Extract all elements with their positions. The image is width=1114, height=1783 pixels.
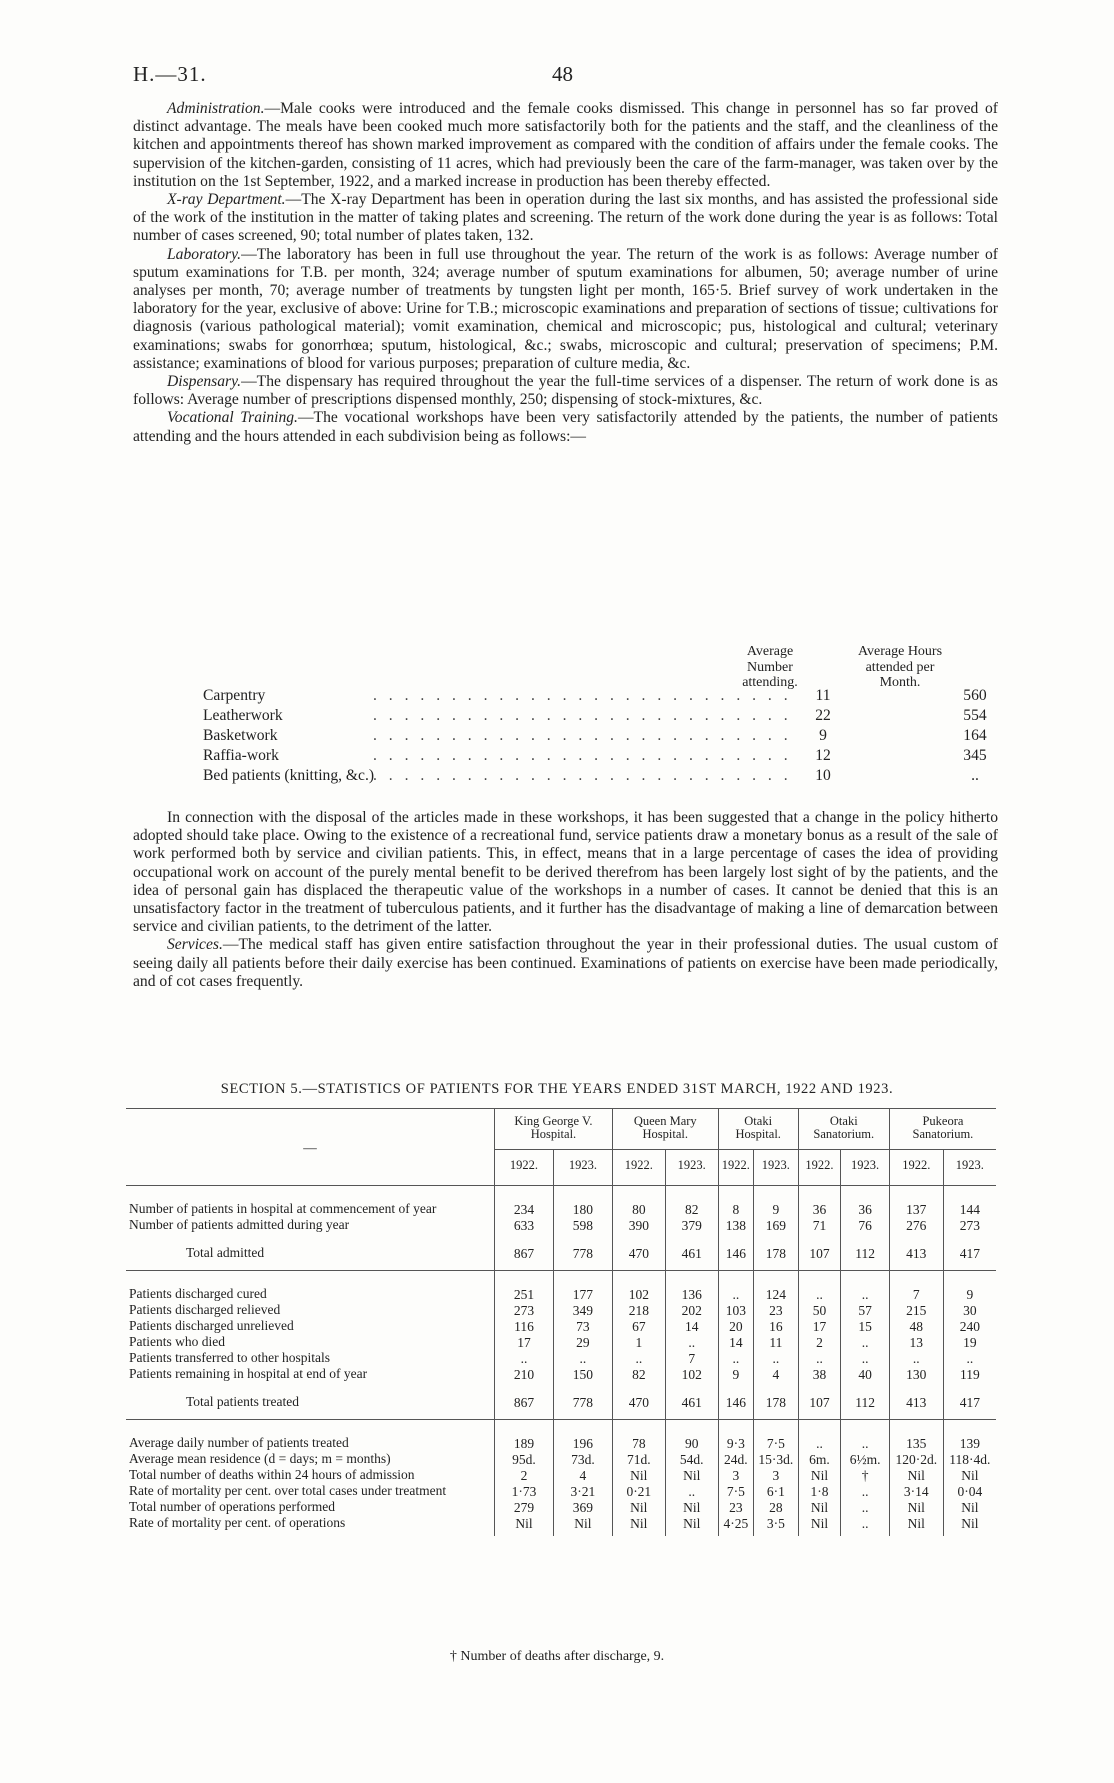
cell-value: 144	[943, 1186, 996, 1219]
voc-hours: ..	[971, 767, 979, 784]
cell-value: 6·1	[754, 1484, 799, 1500]
paragraph-heading: X-ray Department.	[167, 191, 286, 209]
voc-hours: 560	[963, 687, 987, 704]
cell-value: 3	[754, 1468, 799, 1484]
cell-value: 90	[665, 1420, 718, 1453]
voc-number: 9	[819, 727, 827, 744]
cell-value: 4·25	[718, 1516, 753, 1536]
cell-value: 3·5	[754, 1516, 799, 1536]
cell-value: 36	[841, 1186, 890, 1219]
cell-value: 369	[553, 1500, 612, 1516]
cell-value: Nil	[553, 1516, 612, 1536]
cell-value: 17	[495, 1335, 554, 1351]
paragraph	[133, 100, 998, 191]
group-header: Pukeora Sanatorium.	[889, 1109, 996, 1150]
leader-dots: . . . . . . . . . . . . . . . . . . . . . . . . . . .	[373, 747, 792, 764]
cell-value: 276	[889, 1218, 943, 1238]
year-header: 1923.	[665, 1150, 718, 1186]
stats-row	[126, 1271, 996, 1304]
stub-head: —	[303, 1139, 317, 1155]
cell-value: ..	[553, 1351, 612, 1367]
cell-value: 867	[495, 1387, 554, 1420]
voc-label: Leatherwork	[203, 707, 283, 724]
cell-value: Nil	[665, 1500, 718, 1516]
cell-value: 146	[718, 1387, 753, 1420]
voc-col-number-head: Average Number attending.	[742, 644, 798, 690]
voc-row	[203, 766, 998, 786]
paragraph-text: —The vocational workshops have been very satisfactorily attended by the patients, the number of patients attending and the hours attended in each subdivision being as follows:—	[133, 409, 999, 445]
cell-value: 136	[665, 1271, 718, 1304]
cell-value: 8	[718, 1186, 753, 1219]
cell-value: 120·2d.	[889, 1452, 943, 1468]
cell-value: ..	[841, 1420, 890, 1453]
cell-value: 118·4d.	[943, 1452, 996, 1468]
cell-value: 867	[495, 1238, 554, 1271]
stats-row	[126, 1319, 996, 1335]
group-header: King George V. Hospital.	[495, 1109, 613, 1150]
cell-value: Nil	[665, 1516, 718, 1536]
voc-number: 10	[815, 767, 831, 784]
cell-value: 417	[943, 1387, 996, 1420]
paragraph-text: —The dispensary has required throughout the year the full-time services of a dispenser. The return of work done is as follows: Average number of prescriptions dispensed monthly, 250; dispensing of stock-mixtures, &c.	[133, 373, 998, 409]
cell-value: ..	[495, 1351, 554, 1367]
cell-value: ..	[841, 1335, 890, 1351]
year-header: 1923.	[841, 1150, 890, 1186]
row-label: Patients who died	[129, 1334, 225, 1349]
paragraph	[133, 809, 998, 936]
cell-value: 38	[798, 1367, 841, 1387]
cell-value: 107	[798, 1238, 841, 1271]
cell-value: 24d.	[718, 1452, 753, 1468]
voc-col-hours-head: Average Hours attended per Month.	[857, 644, 943, 690]
cell-value: 124	[754, 1271, 799, 1304]
paragraph-heading: Vocational Training.	[167, 409, 298, 427]
row-label: Total admitted	[186, 1245, 265, 1260]
cell-value: Nil	[889, 1516, 943, 1536]
cell-value: 20	[718, 1319, 753, 1335]
cell-value: 210	[495, 1367, 554, 1387]
cell-value: Nil	[943, 1500, 996, 1516]
voc-hours: 554	[963, 707, 987, 724]
cell-value: ..	[665, 1335, 718, 1351]
cell-value: 23	[754, 1303, 799, 1319]
cell-value: 71	[798, 1218, 841, 1238]
cell-value: Nil	[495, 1516, 554, 1536]
cell-value: 9	[943, 1271, 996, 1304]
cell-value: 1·8	[798, 1484, 841, 1500]
cell-value: ..	[841, 1351, 890, 1367]
row-label: Rate of mortality per cent. over total cases under treatment	[129, 1483, 447, 1498]
voc-number: 11	[815, 687, 831, 704]
cell-value: 413	[889, 1238, 943, 1271]
cell-value: 3·21	[553, 1484, 612, 1500]
cell-value: 71d.	[612, 1452, 665, 1468]
voc-number: 12	[815, 747, 831, 764]
voc-row	[203, 746, 998, 766]
cell-value: 0·21	[612, 1484, 665, 1500]
cell-value: 9	[754, 1186, 799, 1219]
cell-value: 19	[943, 1335, 996, 1351]
cell-value: 82	[612, 1367, 665, 1387]
cell-value: Nil	[889, 1500, 943, 1516]
voc-row	[203, 706, 998, 726]
paragraph	[133, 373, 998, 409]
voc-hours: 345	[963, 747, 987, 764]
cell-value: Nil	[612, 1468, 665, 1484]
cell-value: 7·5	[754, 1420, 799, 1453]
cell-value: 54d.	[665, 1452, 718, 1468]
cell-value: 215	[889, 1303, 943, 1319]
paragraph-text: —The medical staff has given entire satisfaction throughout the year in their professional duties. The usual custom of seeing daily all patients before their daily exercise has been continued. Examinations of patients on exercise have been made periodically, and of cot cases frequently.	[133, 936, 998, 990]
cell-value: Nil	[798, 1468, 841, 1484]
cell-value: 146	[718, 1238, 753, 1271]
cell-value: 130	[889, 1367, 943, 1387]
cell-value: 50	[798, 1303, 841, 1319]
cell-value: 3·14	[889, 1484, 943, 1500]
cell-value: 1·73	[495, 1484, 554, 1500]
paragraph-heading: Services.	[167, 936, 223, 954]
cell-value: 137	[889, 1186, 943, 1219]
cell-value: ..	[889, 1351, 943, 1367]
voc-label: Bed patients (knitting, &c.)	[203, 767, 375, 784]
cell-value: ..	[841, 1500, 890, 1516]
cell-value: 251	[495, 1271, 554, 1304]
cell-value: 178	[754, 1238, 799, 1271]
cell-value: 177	[553, 1271, 612, 1304]
cell-value: 169	[754, 1218, 799, 1238]
cell-value: 48	[889, 1319, 943, 1335]
cell-value: Nil	[889, 1468, 943, 1484]
paragraph	[133, 246, 998, 373]
paragraph-text: —The X-ray Department has been in operation during the last six months, and has assisted the professional side of the work of the institution in the matter of taking plates and screening. The return of the work done during the year is as follows: Total number of cases screened, 90; total number of plates taken, 132.	[133, 191, 998, 245]
paragraph-heading: Dispensary.	[167, 373, 242, 391]
row-label: Rate of mortality per cent. of operations	[129, 1515, 346, 1530]
cell-value: 82	[665, 1186, 718, 1219]
leader-dots: . . . . . . . . . . . . . . . . . . . . . . . . . . .	[373, 687, 792, 704]
cell-value: 196	[553, 1420, 612, 1453]
row-label: Total patients treated	[186, 1394, 300, 1409]
cell-value: Nil	[798, 1516, 841, 1536]
cell-value: 95d.	[495, 1452, 554, 1468]
group-header: Queen Mary Hospital.	[612, 1109, 718, 1150]
cell-value: 279	[495, 1500, 554, 1516]
cell-value: 135	[889, 1420, 943, 1453]
cell-value: 461	[665, 1238, 718, 1271]
stats-row	[126, 1387, 996, 1420]
cell-value: Nil	[612, 1500, 665, 1516]
paragraph	[133, 936, 998, 991]
cell-value: 7	[889, 1271, 943, 1304]
stats-row	[126, 1303, 996, 1319]
cell-value: 6m.	[798, 1452, 841, 1468]
cell-value: 150	[553, 1367, 612, 1387]
stats-row	[126, 1500, 996, 1516]
cell-value: 138	[718, 1218, 753, 1238]
cell-value: 6½m.	[841, 1452, 890, 1468]
voc-row	[203, 686, 998, 706]
year-header: 1922.	[612, 1150, 665, 1186]
cell-value: 349	[553, 1303, 612, 1319]
cell-value: 2	[798, 1335, 841, 1351]
cell-value: 36	[798, 1186, 841, 1219]
voc-label: Carpentry	[203, 687, 266, 704]
paragraph-heading: Laboratory.	[167, 245, 242, 263]
cell-value: 202	[665, 1303, 718, 1319]
cell-value: ..	[718, 1271, 753, 1304]
group-header: Otaki Hospital.	[718, 1109, 798, 1150]
cell-value: 0·04	[943, 1484, 996, 1500]
footnote: † Number of deaths after discharge, 9.	[449, 1649, 665, 1664]
cell-value: Nil	[612, 1516, 665, 1536]
cell-value: 180	[553, 1186, 612, 1219]
year-header: 1922.	[798, 1150, 841, 1186]
cell-value: 102	[665, 1367, 718, 1387]
cell-value: 30	[943, 1303, 996, 1319]
cell-value: 119	[943, 1367, 996, 1387]
cell-value: 2	[495, 1468, 554, 1484]
cell-value: 778	[553, 1387, 612, 1420]
leader-dots: . . . . . . . . . . . . . . . . . . . . . . . . . . .	[373, 767, 792, 784]
cell-value: 417	[943, 1238, 996, 1271]
stats-row	[126, 1351, 996, 1367]
year-header: 1923.	[943, 1150, 996, 1186]
cell-value: 13	[889, 1335, 943, 1351]
cell-value: 9·3	[718, 1420, 753, 1453]
cell-value: Nil	[943, 1468, 996, 1484]
cell-value: 103	[718, 1303, 753, 1319]
page-number: 48	[552, 62, 573, 86]
cell-value: 14	[718, 1335, 753, 1351]
cell-value: 1	[612, 1335, 665, 1351]
cell-value: 116	[495, 1319, 554, 1335]
row-label: Patients discharged relieved	[129, 1302, 281, 1317]
row-label: Average daily number of patients treated	[129, 1435, 349, 1450]
cell-value: 76	[841, 1218, 890, 1238]
cell-value: 240	[943, 1319, 996, 1335]
cell-value: 67	[612, 1319, 665, 1335]
row-label: Total number of operations performed	[129, 1499, 335, 1514]
cell-value: ..	[798, 1420, 841, 1453]
cell-value: 80	[612, 1186, 665, 1219]
voc-hours: 164	[963, 727, 987, 744]
row-label: Average mean residence (d = days; m = months)	[129, 1451, 391, 1466]
cell-value: 15	[841, 1319, 890, 1335]
cell-value: 189	[495, 1420, 554, 1453]
group-header: Otaki Sanatorium.	[798, 1109, 889, 1150]
cell-value: ..	[841, 1271, 890, 1304]
cell-value: Nil	[798, 1500, 841, 1516]
row-label: Patients remaining in hospital at end of year	[129, 1366, 368, 1381]
section-title: SECTION 5.—STATISTICS OF PATIENTS FOR THE YEARS ENDED 31ST MARCH, 1922 AND 1923.	[220, 1081, 894, 1097]
cell-value: 273	[943, 1218, 996, 1238]
year-header: 1922.	[495, 1150, 554, 1186]
cell-value: 7	[665, 1351, 718, 1367]
row-label: Patients discharged cured	[129, 1286, 267, 1301]
cell-value: 273	[495, 1303, 554, 1319]
cell-value: 112	[841, 1387, 890, 1420]
voc-row	[203, 726, 998, 746]
cell-value: Nil	[943, 1516, 996, 1536]
cell-value: 470	[612, 1387, 665, 1420]
stats-row	[126, 1516, 996, 1536]
cell-value: 14	[665, 1319, 718, 1335]
paragraph	[133, 409, 998, 445]
stats-row	[126, 1484, 996, 1500]
cell-value: 218	[612, 1303, 665, 1319]
cell-value: 778	[553, 1238, 612, 1271]
stats-row	[126, 1452, 996, 1468]
cell-value: 461	[665, 1387, 718, 1420]
cell-value: 390	[612, 1218, 665, 1238]
cell-value: 470	[612, 1238, 665, 1271]
cell-value: ..	[798, 1351, 841, 1367]
paragraph	[133, 191, 998, 246]
row-label: Number of patients in hospital at commencement of year	[129, 1201, 437, 1216]
row-label: Total number of deaths within 24 hours of admission	[129, 1467, 415, 1482]
paragraph-text: —The laboratory has been in full use throughout the year. The return of the work is as follows: Average number of sputum examinations for T.B. per month, 324; average number of sputum examinations for albumen, 50; average number of urine analyses per month, 70; average number of treatments by tungsten light per month, 165·5. Brief survey of work undertaken in the laboratory for the year, exclusive of above: Urine for T.B.; microscopic examinations and preparation of sections of tissue; cultivations for diagnosis (various pathological material); vomit examination, chemical and microscopic; pus, histological and cultural; veterinary examinations; swabs for gonorrhœa; sputum, histological, &c.; swabs, microscopic and cultural; preservation of specimens; P.M. assistance; examinations of blood for various purposes; preparation of culture media, &c.	[133, 245, 998, 372]
paragraph-heading: Administration.	[167, 100, 265, 117]
stats-row	[126, 1238, 996, 1271]
cell-value: 23	[718, 1500, 753, 1516]
row-label: Patients transferred to other hospitals	[129, 1350, 330, 1365]
cell-value: ..	[754, 1351, 799, 1367]
cell-value: ..	[665, 1484, 718, 1500]
cell-value: 28	[754, 1500, 799, 1516]
stats-row	[126, 1186, 996, 1219]
cell-value: 9	[718, 1367, 753, 1387]
cell-value: 112	[841, 1238, 890, 1271]
cell-value: 4	[553, 1468, 612, 1484]
cell-value: 7·5	[718, 1484, 753, 1500]
cell-value: ..	[612, 1351, 665, 1367]
paragraph-text: In connection with the disposal of the articles made in these workshops, it has been suggested that a change in the policy hitherto adopted should take place. Owing to the existence of a recreational fund, service patients draw a monetary bonus as a result of the sale of work performed both by service and civilian patients. This, in effect, means that in a large percentage of cases the idea of providing occupational work on account of the purely mental benefit to be derived therefrom has been largely lost sight of by the patients, and the idea of personal gain has displaced the therapeutic value of the workshops in a number of cases. It cannot be denied that this is an unsatisfactory factor in the treatment of tuberculous patients, and it further has the disadvantage of making a line of demarcation between service and civilian patients, to the detriment of the latter.	[133, 809, 998, 936]
cell-value: Nil	[665, 1468, 718, 1484]
leader-dots: . . . . . . . . . . . . . . . . . . . . . . . . . . .	[373, 727, 792, 744]
year-header: 1923.	[553, 1150, 612, 1186]
voc-label: Raffia-work	[203, 747, 279, 764]
voc-number: 22	[815, 707, 831, 724]
cell-value: ..	[798, 1271, 841, 1304]
cell-value: 78	[612, 1420, 665, 1453]
cell-value: ..	[841, 1516, 890, 1536]
cell-value: 234	[495, 1186, 554, 1219]
stats-row	[126, 1218, 996, 1238]
cell-value: 17	[798, 1319, 841, 1335]
paragraph-text: —Male cooks were introduced and the female cooks dismissed. This change in personnel has so far proved of distinct advantage. The meals have been cooked much more satisfactorily both for the patients and the staff, and the cleanliness of the kitchen and appointments thereof has shown marked improvement as compared with the condition of affairs under the female cooks. The supervision of the kitchen-garden, consisting of 11 acres, which had previously been the care of the farm-manager, was taken over by the institution on the 1st September, 1922, and a marked increase in production has been thereby effected.	[133, 100, 998, 190]
body-paragraphs-1	[133, 100, 998, 446]
cell-value: 379	[665, 1218, 718, 1238]
cell-value: ..	[943, 1351, 996, 1367]
stats-row	[126, 1367, 996, 1387]
body-paragraphs-2	[133, 809, 998, 991]
leader-dots: . . . . . . . . . . . . . . . . . . . . . . . . . . .	[373, 707, 792, 724]
stats-row	[126, 1468, 996, 1484]
cell-value: 40	[841, 1367, 890, 1387]
stats-row	[126, 1420, 996, 1453]
page-reference: H.—31.	[133, 62, 207, 86]
row-label: Patients discharged unrelieved	[129, 1318, 294, 1333]
year-header: 1923.	[754, 1150, 799, 1186]
cell-value: 4	[754, 1367, 799, 1387]
cell-value: 178	[754, 1387, 799, 1420]
year-header: 1922.	[889, 1150, 943, 1186]
cell-value: 107	[798, 1387, 841, 1420]
cell-value: 29	[553, 1335, 612, 1351]
cell-value: 16	[754, 1319, 799, 1335]
cell-value: †	[841, 1468, 890, 1484]
cell-value: 15·3d.	[754, 1452, 799, 1468]
cell-value: 3	[718, 1468, 753, 1484]
cell-value: ..	[841, 1484, 890, 1500]
stats-row	[126, 1335, 996, 1351]
cell-value: 73d.	[553, 1452, 612, 1468]
cell-value: 598	[553, 1218, 612, 1238]
cell-value: 413	[889, 1387, 943, 1420]
cell-value: 57	[841, 1303, 890, 1319]
cell-value: 73	[553, 1319, 612, 1335]
row-label: Number of patients admitted during year	[129, 1217, 350, 1232]
cell-value: 102	[612, 1271, 665, 1304]
cell-value: 11	[754, 1335, 799, 1351]
cell-value: 633	[495, 1218, 554, 1238]
voc-label: Basketwork	[203, 727, 278, 744]
cell-value: ..	[718, 1351, 753, 1367]
cell-value: 139	[943, 1420, 996, 1453]
year-header: 1922.	[718, 1150, 753, 1186]
statistics-table	[126, 1108, 996, 1536]
